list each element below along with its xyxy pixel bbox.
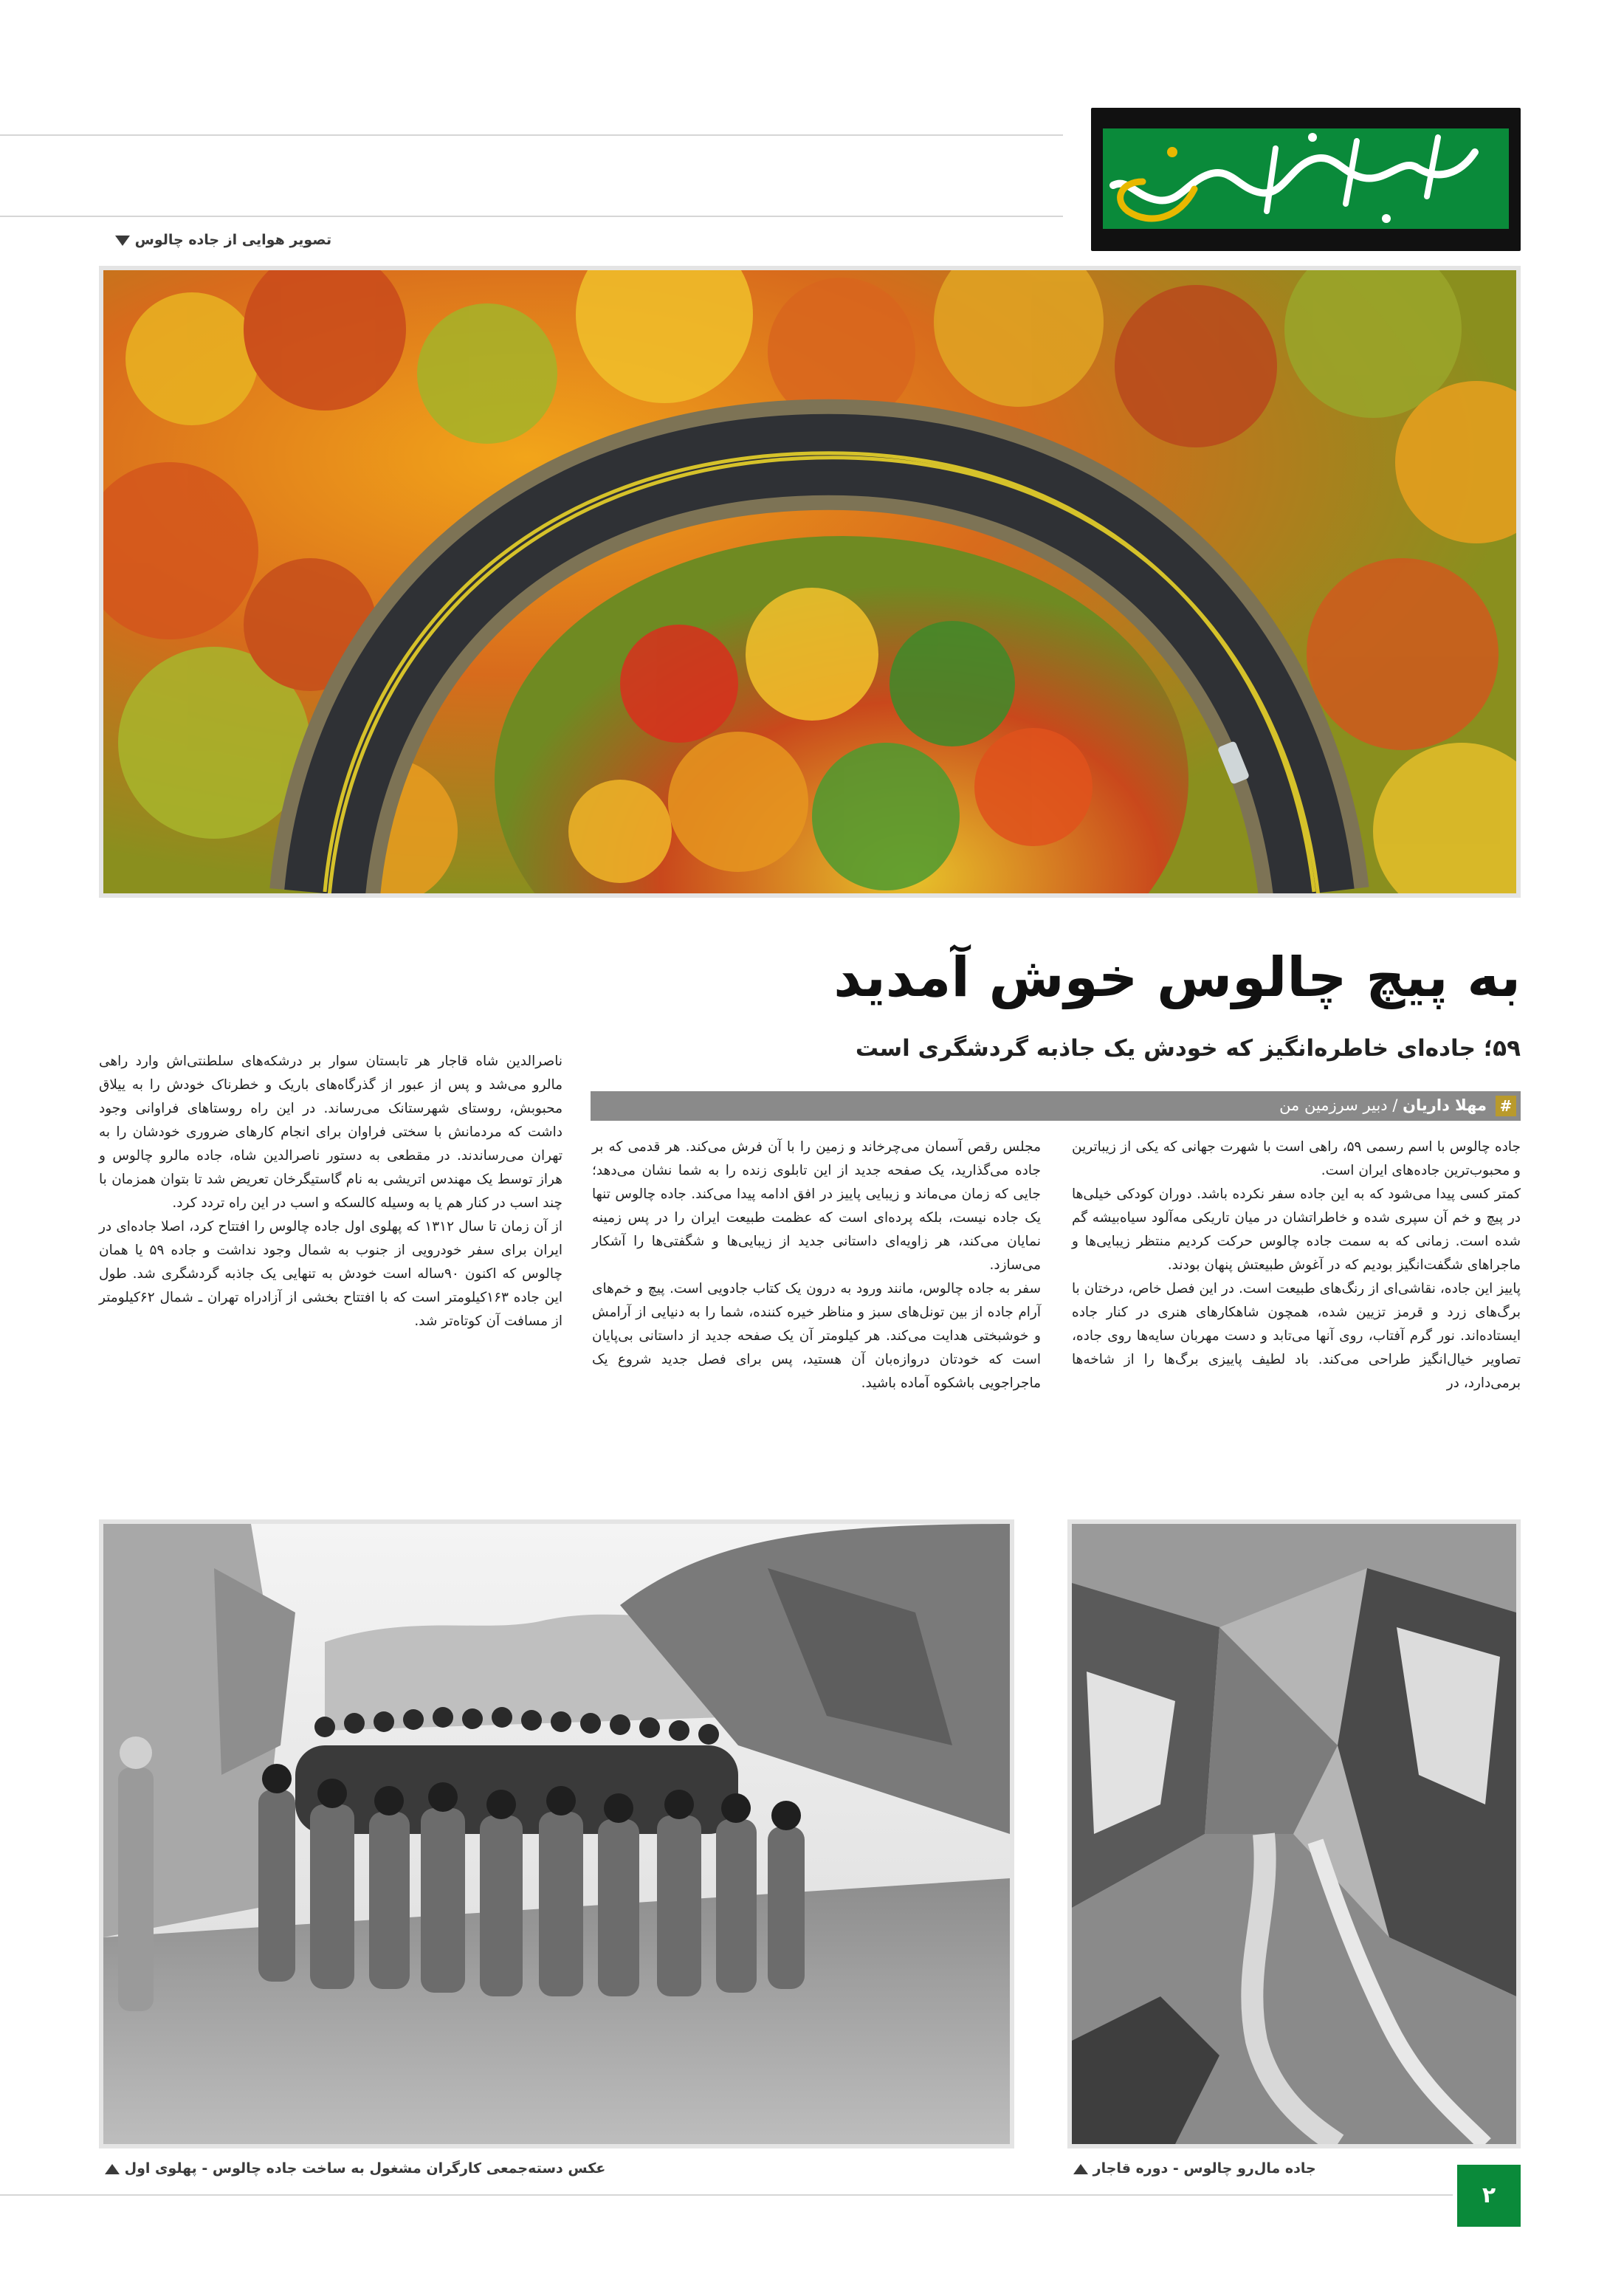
old-road-photo-caption: جاده مال‌رو چالوس - دوره قاجار — [1067, 2160, 1316, 2177]
hash-icon — [1496, 1096, 1516, 1116]
caption-down-arrow-icon — [115, 236, 130, 246]
caption-up-arrow-icon — [1073, 2164, 1088, 2174]
paragraph: ناصرالدین شاه قاجار هر تابستان سوار بر درشکه‌های سلطنتی‌اش وارد راهی مالرو می‌شد و پس از عبور از گذرگاه‌های باریک و خطرناک خودش را به ییلاق محبوبش، روستای شهرستانک می‌رساند. در این راه روستاهای فراوانی وجود داشت که مردمانش با سختی فراوان برای انجام کارهای ضروری خودشان را به تهران می‌رساندند. در مقطعی به دستور ناصرالدین شاه، جاده مالرو چالوس و هراز توسط یک مهندس اتریشی به نام گاستیگرخان تعریض شد تا بتوان همزمان با چند اسب در کنار هم یا به وسیله کالسکه و اسب در این راه تردد کرد. — [99, 1054, 562, 1211]
page-number: ۲ — [1457, 2165, 1521, 2227]
article-column-right — [1072, 1136, 1521, 1395]
paragraph: از آن زمان تا سال ۱۳۱۲ که پهلوی اول جاده چالوس را افتتاح کرد، اصلا جاده‌ای در ایران برای سفر خودرویی از جنوب به شمال وجود نداشت و جاده ۵۹ یا همان چالوس که اکنون ۹۰ساله است خودش به تنهایی یک جاذبه گردشگری شد. طول این جاده ۱۶۳کیلومتر است که با افتتاح بخشی از آزادراه تهران ـ شمال ۶۲کیلومتر از مسافت آن کوتاه‌تر شد. — [99, 1219, 563, 1329]
workers-photo-caption: عکس دسته‌جمعی کارگران مشغول به ساخت جاده چالوس - پهلوی اول — [99, 2160, 605, 2177]
article-column-middle — [592, 1136, 1041, 1395]
paragraph: کمتر کسی پیدا می‌شود که به این جاده سفر نکرده باشد. دوران کودکی خیلی‌ها در پیچ و خم آن سپری شده و خاطراتشان در میان تاریکی مه‌آلود سیاه‌بیشه گم شده است. زمانی که به سمت جاده چالوس حرکت کردیم منتظر زیبایی‌ها و ماجراهای شگفت‌انگیز بودیم که در آغوش طبیعتش پنهان بودند. — [1072, 1186, 1521, 1273]
paragraph: جاده چالوس با اسم رسمی ۵۹، راهی است با شهرت جهانی که یکی از زیباترین و محبوب‌ترین جاده‌های ایران است. — [1072, 1139, 1521, 1178]
author-name: مهلا داریان — [1403, 1096, 1487, 1114]
footer-rule — [0, 2194, 1453, 2196]
magazine-logo — [1091, 108, 1521, 251]
logo-calligraphy — [1091, 108, 1521, 251]
paragraph: سفر به جاده چالوس، مانند ورود به درون یک کتاب جادویی است. پیچ و خم‌های آرام جاده از بین تونل‌های سبز و مناظر خیره کننده، شما را به دنیایی از آرامش و خوشبختی هدایت می‌کند. هر کیلومتر آن یک صفحه جدید از داستانی بی‌پایان است که خودتان دروازه‌بان آن هستید، پس برای فصل جدید شروع یک ماجراجویی باشکوه آماده باشید. — [592, 1281, 1041, 1391]
byline-text — [1279, 1096, 1487, 1114]
aerial-road-photo — [99, 266, 1521, 898]
article-title: به پیچ چالوس خوش آمدید — [833, 946, 1521, 1009]
paragraph: پاییز این جاده، نقاشی‌ای از رنگ‌های طبیعت است. در این فصل خاص، درختان با برگ‌های زرد و قرمز تزیین شده، همچون شاهکارهای هنری در کنار جاده ایستاده‌اند. نور گرم آفتاب، روی آنها می‌تابد و دست مهربان سایه‌ها روی جاده، تصاویر خیال‌انگیز طراحی می‌کند. باد لطیف پاییزی برگ‌ها را از شاخه‌ها برمی‌دارد، در — [1072, 1281, 1521, 1391]
old-mule-road-photo — [1067, 1519, 1521, 2148]
top-photo-caption: تصویر هوایی از جاده چالوس — [109, 232, 331, 248]
byline-bar — [591, 1091, 1521, 1121]
caption-up-arrow-icon — [105, 2164, 120, 2174]
header-rule-bottom — [0, 216, 1063, 217]
article-subtitle: ۵۹؛ جاده‌ای خاطره‌انگیز که خودش یک جاذبه گردشگری است — [855, 1035, 1521, 1062]
article-column-left — [99, 1050, 562, 1333]
paragraph: مجلس رقص آسمان می‌چرخاند و زمین را با آن فرش می‌کند. هر قدمی که بر جاده می‌گذارید، یک صفحه جدید از این تابلوی زنده را به شما نشان می‌دهد؛ جایی که زمان می‌ماند و زیبایی پاییز در افق ادامه پیدا می‌کند. جاده چالوس تنها یک جاده نیست، بلکه پرده‌ای است که عظمت طبیعت ایران را در پس زمینه نمایان می‌کند، هر زاویه‌ای داستانی جدید از زیبایی‌ها و شگفتی‌ها را آشکار می‌سازد. — [592, 1139, 1041, 1273]
workers-group-photo — [99, 1519, 1014, 2148]
author-role: / دبیر سرزمین من — [1279, 1096, 1398, 1114]
header-rule-top — [0, 134, 1063, 136]
